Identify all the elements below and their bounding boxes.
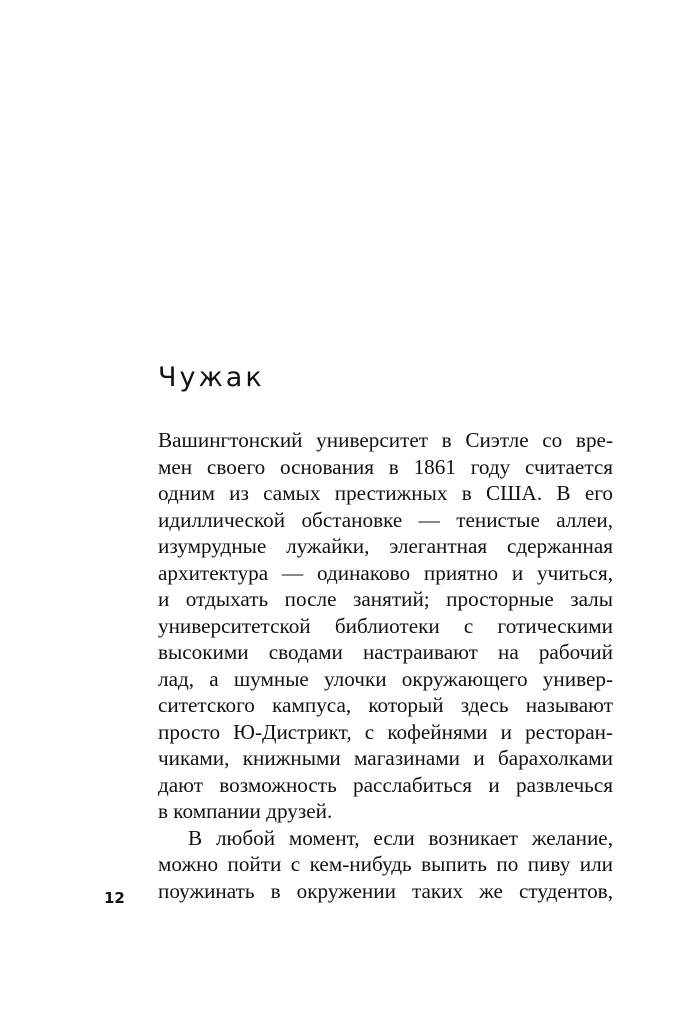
- text-line: мен своего основания в 1861 году считается: [158, 454, 613, 479]
- text-line: высокими сводами настраивают на рабочий: [158, 640, 613, 664]
- text-line: дают возможность расслабиться и развлечься: [158, 772, 613, 797]
- text-line: университетской библиотеки с готическими: [158, 613, 613, 638]
- text-line: поужинать в окружении таких же студентов,: [158, 878, 613, 903]
- text-line: архитектура — одинаково приятно и учиться,: [158, 560, 613, 585]
- text-line: просто Ю-Дистрикт, с кофейнями и ресторан-: [158, 719, 613, 744]
- text-line: Вашингтонский университет в Сиэтле со вре-: [158, 428, 613, 452]
- text-line: можно пойти с кем-нибудь выпить по пиву или: [158, 852, 613, 876]
- text-line: идиллической обстановке — тенистые аллеи,: [158, 507, 613, 532]
- page-number: 12: [104, 889, 125, 907]
- chapter-title: Чужак: [158, 362, 265, 393]
- text-line: одним из самых престижных в США. В его: [158, 481, 613, 505]
- text-line: лад, а шумные улочки окружающего универ-: [158, 666, 613, 691]
- body-text: [158, 427, 613, 904]
- text-line: изумрудные лужайки, элегантная сдержанная: [158, 534, 613, 558]
- text-line: В любой момент, если возникает желание,: [188, 825, 613, 850]
- text-line: ситетского кампуса, который здесь называют: [158, 693, 613, 717]
- text-line: и отдыхать после занятий; просторные залы: [158, 587, 613, 611]
- text-line: чиками, книжными магазинами и барахолками: [158, 746, 613, 770]
- text-line: в компании друзей.: [158, 799, 333, 823]
